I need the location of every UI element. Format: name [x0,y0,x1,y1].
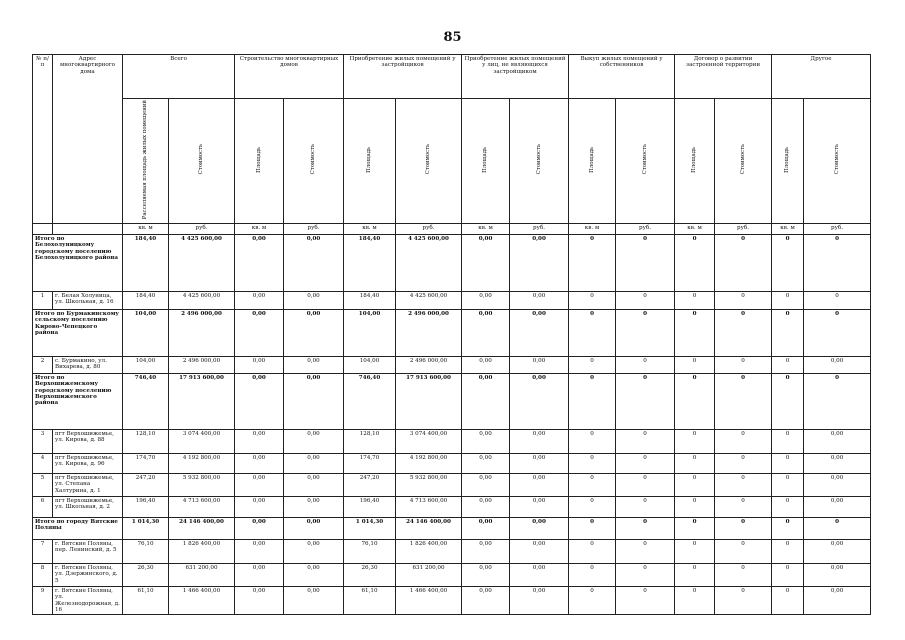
value-cell: 0 [715,291,772,309]
value-cell: 3 074 400,00 [396,429,462,453]
value-cell: 0,00 [804,563,871,586]
value-cell: 104,00 [344,356,396,373]
value-cell: 247,20 [344,473,396,496]
address-cell: г. Вятские Поляны, пер. Ленинский, д. 5 [53,539,123,563]
subheader-cell: Стоимость [715,99,772,224]
value-cell: 0 [675,309,715,356]
value-cell: 0,00 [462,586,510,615]
value-cell: 0,00 [804,586,871,615]
value-cell: 0,00 [462,496,510,517]
value-cell: 0 [804,291,871,309]
value-cell: 5 932 800,00 [396,473,462,496]
value-cell: 0 [616,586,675,615]
value-cell: 0 [675,563,715,586]
subheader-cell: Стоимость [616,99,675,224]
value-cell: 0 [772,539,804,563]
subheader-cell: Стоимость [396,99,462,224]
value-cell: 0 [616,309,675,356]
subtotal-row [33,309,871,356]
value-cell: 0,00 [284,234,344,291]
value-cell: 128,10 [344,429,396,453]
value-cell: 0,00 [462,373,510,429]
subheader-cell: Стоимость [804,99,871,224]
row-number: 7 [33,539,53,563]
subtotal-row [33,234,871,291]
row-number: 4 [33,453,53,473]
table-row [33,586,871,615]
value-cell: 4 713 600,00 [396,496,462,517]
value-cell: 0,00 [284,453,344,473]
units-spacer [33,223,53,234]
value-cell: 0 [772,563,804,586]
unit-cell: кв. м [675,223,715,234]
row-number: 1 [33,291,53,309]
value-cell: 17 913 600,00 [169,373,235,429]
value-cell: 184,40 [344,291,396,309]
value-cell: 0,00 [235,539,284,563]
value-cell: 0 [569,291,616,309]
value-cell: 0 [772,496,804,517]
value-cell: 0,00 [510,563,569,586]
value-cell: 24 146 400,00 [169,517,235,539]
value-cell: 631 200,00 [169,563,235,586]
value-cell: 104,00 [344,309,396,356]
value-cell: 0,00 [462,429,510,453]
value-cell: 0,00 [284,373,344,429]
value-cell: 0 [715,563,772,586]
value-cell: 0,00 [510,496,569,517]
value-cell: 0 [715,473,772,496]
value-cell: 0 [772,586,804,615]
value-cell: 184,40 [123,234,169,291]
value-cell: 0 [772,429,804,453]
value-cell: 0,00 [235,453,284,473]
address-cell: пгт Верхошижемье, ул. Кирова, д. 88 [53,429,123,453]
subtotal-row [33,517,871,539]
page-number: 85 [443,30,462,45]
value-cell: 0 [804,309,871,356]
subheader-cell: Площадь [462,99,510,224]
value-cell: 0 [616,429,675,453]
address-cell: с. Бурмакино, ул. Вихарева, д. 80 [53,356,123,373]
subtotal-label: Итого по Верхошижемскому городскому поселению Верхошижемского района [33,373,123,429]
value-cell: 1 826 400,00 [169,539,235,563]
value-cell: 0 [675,517,715,539]
value-cell: 0 [715,539,772,563]
value-cell: 0 [715,309,772,356]
value-cell: 2 496 000,00 [169,309,235,356]
value-cell: 0 [616,373,675,429]
value-cell: 0 [569,563,616,586]
value-cell: 0 [569,473,616,496]
value-cell: 0,00 [510,453,569,473]
header-group-developers: Приобретение жилых помещений у застройщиков [344,55,462,99]
value-cell: 24 146 400,00 [396,517,462,539]
value-cell: 0 [616,356,675,373]
value-cell: 0 [772,453,804,473]
value-cell: 0,00 [284,586,344,615]
unit-cell: руб. [804,223,871,234]
value-cell: 0 [804,517,871,539]
value-cell: 0,00 [235,563,284,586]
value-cell: 61,10 [123,586,169,615]
value-cell: 0,00 [510,356,569,373]
value-cell: 0,00 [462,563,510,586]
unit-cell: руб. [284,223,344,234]
subtotal-label: Итого по Белохолуницкому городскому поселению Белохолуницкого района [33,234,123,291]
value-cell: 0,00 [235,586,284,615]
value-cell: 0 [675,429,715,453]
value-cell: 4 713 600,00 [169,496,235,517]
value-cell: 0 [772,473,804,496]
value-cell: 0 [772,309,804,356]
value-cell: 0,00 [510,517,569,539]
subheader-cell: Площадь [344,99,396,224]
value-cell: 0,00 [510,539,569,563]
address-cell: г. Вятские Поляны, ул. Дзержинского, д. 5 [53,563,123,586]
value-cell: 76,10 [123,539,169,563]
subheader-cell: Расселяемая площадь жилых помещений [123,99,169,224]
value-cell: 0 [616,473,675,496]
value-cell: 0 [804,234,871,291]
value-cell: 104,00 [123,309,169,356]
value-cell: 174,70 [344,453,396,473]
value-cell: 0,00 [510,291,569,309]
value-cell: 4 425 600,00 [396,234,462,291]
unit-cell: руб. [715,223,772,234]
unit-cell: руб. [616,223,675,234]
value-cell: 0,00 [510,309,569,356]
subtotal-row [33,373,871,429]
value-cell: 0 [569,586,616,615]
value-cell: 0 [616,539,675,563]
value-cell: 0 [804,373,871,429]
value-cell: 0,00 [804,539,871,563]
unit-cell: руб. [396,223,462,234]
header-group-buyout: Выкуп жилых помещений у собственников [569,55,675,99]
table-row [33,453,871,473]
value-cell: 0,00 [804,473,871,496]
table-row [33,356,871,373]
value-cell: 0 [569,517,616,539]
value-cell: 0,00 [284,473,344,496]
value-cell: 0,00 [284,309,344,356]
value-cell: 247,20 [123,473,169,496]
value-cell: 1 466 400,00 [396,586,462,615]
unit-cell: кв. м [344,223,396,234]
subheader-cell: Стоимость [510,99,569,224]
value-cell: 0,00 [284,496,344,517]
value-cell: 0 [772,234,804,291]
value-cell: 0,00 [284,539,344,563]
value-cell: 0,00 [462,539,510,563]
value-cell: 0,00 [235,356,284,373]
address-cell: г. Вятские Поляны, ул. Железнодорожная, д. 16 [53,586,123,615]
value-cell: 0 [569,453,616,473]
header-address: Адрес многоквартирного дома [53,55,123,224]
units-spacer [53,223,123,234]
value-cell: 0,00 [284,291,344,309]
value-cell: 0,00 [804,496,871,517]
value-cell: 61,10 [344,586,396,615]
subheader-cell: Площадь [569,99,616,224]
value-cell: 0 [675,373,715,429]
value-cell: 0,00 [510,429,569,453]
value-cell: 0 [675,539,715,563]
value-cell: 0 [569,539,616,563]
value-cell: 0,00 [235,517,284,539]
value-cell: 26,30 [344,563,396,586]
value-cell: 4 192 800,00 [396,453,462,473]
value-cell: 0 [675,291,715,309]
value-cell: 0 [772,373,804,429]
address-cell: пгт Верхошижемье, ул. Школьная, д. 2 [53,496,123,517]
value-cell: 0 [715,453,772,473]
value-cell: 76,10 [344,539,396,563]
unit-cell: кв. м [462,223,510,234]
subheader-cell: Стоимость [169,99,235,224]
row-number: 6 [33,496,53,517]
table-row [33,429,871,453]
value-cell: 0 [772,291,804,309]
value-cell: 631 200,00 [396,563,462,586]
value-cell: 3 074 400,00 [169,429,235,453]
unit-cell: руб. [510,223,569,234]
value-cell: 184,40 [344,234,396,291]
value-cell: 4 425 600,00 [169,291,235,309]
table-row [33,496,871,517]
value-cell: 0 [772,356,804,373]
value-cell: 0,00 [284,563,344,586]
unit-cell: кв. м [772,223,804,234]
value-cell: 0 [569,496,616,517]
value-cell: 0,00 [235,234,284,291]
value-cell: 0 [715,517,772,539]
value-cell: 746,40 [344,373,396,429]
value-cell: 0,00 [235,496,284,517]
value-cell: 1 826 400,00 [396,539,462,563]
value-cell: 0 [569,373,616,429]
value-cell: 0,00 [235,473,284,496]
header-group-construction: Строительство многоквартирных домов [235,55,344,99]
header-group-other: Другое [772,55,871,99]
value-cell: 0,00 [235,309,284,356]
value-cell: 0 [616,453,675,473]
value-cell: 0 [616,496,675,517]
value-cell: 0,00 [284,356,344,373]
value-cell: 104,00 [123,356,169,373]
value-cell: 196,40 [344,496,396,517]
table-row [33,473,871,496]
value-cell: 0,00 [235,429,284,453]
unit-cell: кв. м [569,223,616,234]
value-cell: 26,30 [123,563,169,586]
value-cell: 0 [675,234,715,291]
value-cell: 0,00 [462,453,510,473]
value-cell: 0 [616,563,675,586]
value-cell: 174,70 [123,453,169,473]
table-row [33,563,871,586]
value-cell: 0,00 [462,517,510,539]
subheader-cell: Площадь [772,99,804,224]
value-cell: 0 [675,496,715,517]
subheader-cell: Стоимость [284,99,344,224]
header-group-non-developers: Приобретение жилых помещений у лиц, не являющихся застройщиком [462,55,569,99]
value-cell: 0,00 [510,234,569,291]
resettlement-table [32,54,871,615]
value-cell: 1 466 400,00 [169,586,235,615]
header-no: № п/п [33,55,53,224]
unit-cell: кв. м [123,223,169,234]
value-cell: 17 913 600,00 [396,373,462,429]
value-cell: 1 014,30 [344,517,396,539]
row-number: 5 [33,473,53,496]
value-cell: 0,00 [804,453,871,473]
address-cell: пгт Верхошижемье, ул. Кирова, д. 96 [53,453,123,473]
value-cell: 1 014,30 [123,517,169,539]
value-cell: 128,10 [123,429,169,453]
value-cell: 4 192 800,00 [169,453,235,473]
value-cell: 0,00 [462,291,510,309]
value-cell: 0 [675,356,715,373]
value-cell: 0 [569,234,616,291]
value-cell: 196,40 [123,496,169,517]
value-cell: 746,40 [123,373,169,429]
value-cell: 0 [675,586,715,615]
table-row [33,539,871,563]
address-cell: г. Белая Холуница, ул. Школьная, д. 16 [53,291,123,309]
value-cell: 4 425 600,00 [169,234,235,291]
subtotal-label: Итого по городу Вятские Поляны [33,517,123,539]
header-group-total: Всего [123,55,235,99]
value-cell: 184,40 [123,291,169,309]
value-cell: 0 [715,496,772,517]
value-cell: 0 [675,453,715,473]
row-number: 8 [33,563,53,586]
value-cell: 0,00 [510,373,569,429]
value-cell: 0 [675,473,715,496]
value-cell: 0 [569,356,616,373]
value-cell: 4 425 600,00 [396,291,462,309]
value-cell: 0 [569,309,616,356]
value-cell: 0 [715,429,772,453]
value-cell: 0,00 [235,291,284,309]
table-row [33,291,871,309]
value-cell: 0 [616,234,675,291]
value-cell: 0,00 [462,473,510,496]
value-cell: 0 [569,429,616,453]
value-cell: 0 [715,586,772,615]
value-cell: 0,00 [284,429,344,453]
value-cell: 2 496 000,00 [169,356,235,373]
row-number: 2 [33,356,53,373]
value-cell: 0,00 [284,517,344,539]
row-number: 3 [33,429,53,453]
subtotal-label: Итого по Бурмакинскому сельскому поселению Кирово-Чепецкого района [33,309,123,356]
value-cell: 0 [715,356,772,373]
unit-cell: руб. [169,223,235,234]
header-group-territory: Договор о развитии застроенной территории [675,55,772,99]
value-cell: 0,00 [235,373,284,429]
row-number: 9 [33,586,53,615]
subheader-cell: Площадь [235,99,284,224]
value-cell: 0,00 [462,309,510,356]
value-cell: 0 [616,291,675,309]
unit-cell: кв. м [235,223,284,234]
value-cell: 2 496 000,00 [396,309,462,356]
subheader-cell: Площадь [675,99,715,224]
value-cell: 0,00 [510,473,569,496]
value-cell: 0 [715,373,772,429]
value-cell: 0,00 [510,586,569,615]
address-cell: пгт Верхошижемье, ул. Степана Халтурина, д. 1 [53,473,123,496]
value-cell: 0,00 [462,234,510,291]
value-cell: 0,00 [804,356,871,373]
value-cell: 2 496 000,00 [396,356,462,373]
value-cell: 0,00 [804,429,871,453]
value-cell: 0 [772,517,804,539]
value-cell: 0,00 [462,356,510,373]
value-cell: 0 [715,234,772,291]
value-cell: 0 [616,517,675,539]
value-cell: 5 932 800,00 [169,473,235,496]
